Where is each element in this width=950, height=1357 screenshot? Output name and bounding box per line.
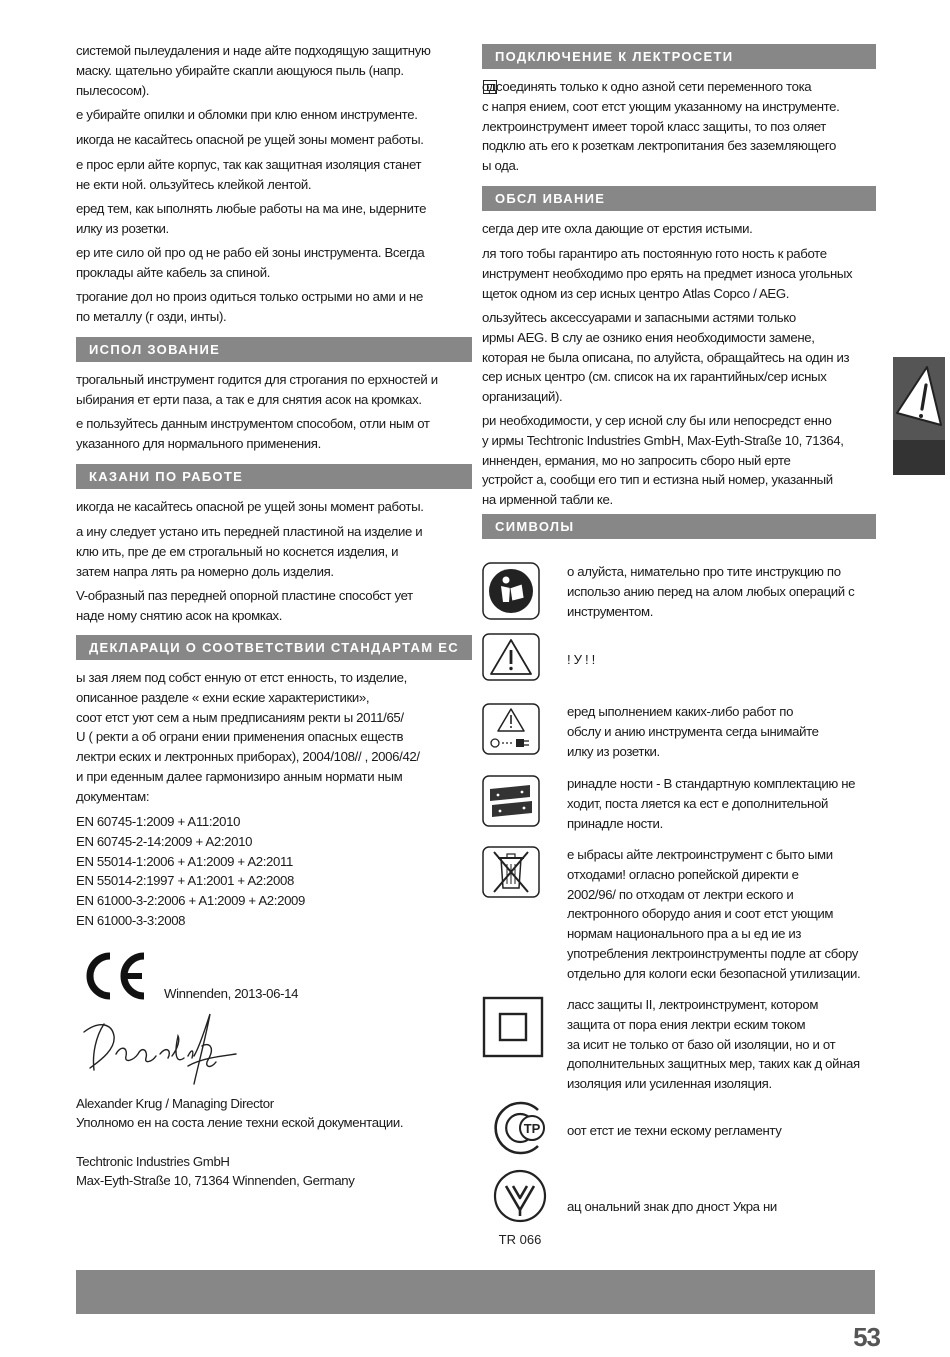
- paragraph: ри необходимости, у сер исной слу бы или непосредст енно у ирмы Techtronic Industries GmbH, Max-Eyth-Straße 10, 71364, инненден, ермания, мо но запросить сборо ный ерте устройст а, сообщи его тип и естизна ный номер, указанный на ирменной табли ке.: [482, 413, 844, 508]
- ce-mark-logo: [80, 950, 150, 1002]
- standard-item: EN 61000-3-3:2008: [76, 913, 186, 928]
- standard-item: EN 55014-2:1997 + A1:2001 + A2:2008: [76, 873, 294, 888]
- tr-code-text: TR 066: [498, 1232, 542, 1247]
- authorized-text: Уполномо ен на соста ление техни еской документации.: [76, 1115, 404, 1130]
- signature-image: [76, 1006, 246, 1088]
- standard-item: EN 55014-1:2006 + A1:2009 + A2:2011: [76, 854, 294, 869]
- class-ii-insulation-icon: [482, 996, 544, 1063]
- crossed-bin-icon: [482, 846, 540, 903]
- side-tab-icon-area: [893, 357, 945, 440]
- paragraph: е пользуйтесь данным инструментом способом, отли ным от указанного для нормального применения.: [76, 416, 430, 451]
- paragraph: икогда не касайтесь опасной ре ущей зоны момент работы.: [76, 132, 424, 147]
- paragraph: ользуйтесь аксессуарами и запасными астями только ирмы AEG. В слу ае ознико ения необходимости замене, которая не была описана, по алуйста, обращайтесь на один из сер исных центро (см. список на их гарантийных/сер исных организаций).: [482, 310, 850, 405]
- place-date: Winnenden, 2013-06-14: [164, 986, 299, 1001]
- symbol-text: е ыбрасы айте лектроинструмент с быто ыми отходами! огласно ропейской директи е 2002/96/ по отходам от лектри еского и лектронного оборудо ания и соот етст ующим нормам национального пра а ы ед ие из употребления лектроинструменты подле ат сбору отдельно для кологи ески безопасной утилизации.: [567, 847, 861, 981]
- symbol-text: ласс защиты II, лектроинструмент, котором защита от пора ения лектри еским током за исит не только от базо ой изоляции, но и от дополнительных защитных мер, таких как д ойная изоляция или усиленная изоляция.: [567, 997, 860, 1092]
- company-name: Techtronic Industries GmbH: [76, 1154, 230, 1169]
- footer-bar: [76, 1270, 875, 1314]
- paragraph: одсоединять только к одно азной сети переменного тока с напря ением, соот етст ующим указанному на инструменте. лектроинструмент имеет торой класс защиты, то поз оляет подклю ать его к розеткам лектропитания без заземляющего ы ода.: [482, 79, 840, 174]
- paragraph: еред тем, как ыполнять любые работы на ма ине, ыдерните илку из розетки.: [76, 201, 427, 236]
- warning-triangle-icon: [893, 357, 945, 440]
- accessory-blades-icon: [482, 775, 540, 832]
- paragraph: а ину следует устано ить передней пластиной на изделие и клю ить, пре де ем строгальный но коснется изделия, и затем напра лять ра номерно доль изделия.: [76, 524, 423, 579]
- section-heading-usage: ИСПОЛ ЗОВАНИЕ: [76, 337, 472, 362]
- paragraph: V-образный паз передней опорной пластине способст ует наде ному снятию асок на кромках.: [76, 588, 413, 623]
- symbol-text: ! У ! !: [567, 652, 595, 667]
- section-heading-mains: ПОДКЛЮЧЕНИЕ К ЛЕКТРОСЕТИ: [482, 44, 876, 69]
- paragraph: системой пылеудаления и наде айте подходящую защитную маску. щательно убирайте скапли ающуюся пыль (напр. пылесосом).: [76, 43, 431, 98]
- paragraph: ер ите сило ой про од не рабо ей зоны инструмента. Всегда проклады айте кабель за спиной.: [76, 245, 425, 280]
- paragraph: е убирайте опилки и обломки при клю енном инструменте.: [76, 107, 418, 122]
- paragraph: трогание дол но произ одиться только острыми но ами и не по металлу (г озди, инты).: [76, 289, 423, 324]
- ukrainian-conformity-mark-icon: [492, 1166, 552, 1253]
- paragraph: сегда дер ите охла дающие от ерстия истыми.: [482, 221, 753, 236]
- symbol-text: оот етст ие техни ескому регламенту: [567, 1123, 782, 1138]
- symbol-text: ац ональний знак дпо дност Укра ни: [567, 1199, 777, 1214]
- standard-item: EN 61000-3-2:2006 + A1:2009 + A2:2009: [76, 893, 306, 908]
- section-heading-maintenance: ОБСЛ ИВАНИЕ: [482, 186, 876, 211]
- read-manual-icon: [482, 562, 540, 625]
- company-address: Max-Eyth-Straße 10, 71364 Winnenden, Germany: [76, 1173, 355, 1188]
- unplug-warning-icon: [482, 703, 540, 760]
- gost-tr-mark-icon: [490, 1100, 552, 1161]
- signer-name: Alexander Krug / Managing Director: [76, 1096, 274, 1111]
- paragraph-declaration: ы зая ляем под собст енную от етст енность, то изделие, описанное разделе « ехни еские характеристики», соот етст уют сем а ным предписаниям ректи ы 2011/65/ U ( ректи а об ограни ении применения опасных еществ лектри еских и лектронных приборах), 2004/108// , 2006/42/ и при еденным далее гармонизиро анным нормати ным документам:: [76, 670, 420, 804]
- paragraph: е прос ерли айте корпус, так как защитная изоляция станет не екти ной. ользуйтесь клейкой лентой.: [76, 157, 422, 192]
- paragraph: ля того тобы гарантиро ать постоянную гото ность к работе инструмент необходимо про ерять на предмет износа угольных щеток одном из сер исных центро Atlas Copco / AEG.: [482, 246, 853, 301]
- page-number: 53: [853, 1322, 880, 1352]
- paragraph: трогальный инструмент годится для строгания по ерхностей и ыбирания ет ерти паза, а так е для снятия асок на кромках.: [76, 372, 438, 407]
- section-heading-symbols: СИМВОЛЫ: [482, 514, 876, 539]
- gost-mark-text: ТР: [523, 1121, 541, 1136]
- paragraph: икогда не касайтесь опасной ре ущей зоны момент работы.: [76, 499, 424, 514]
- section-side-tab: [893, 357, 945, 475]
- standard-item: EN 60745-1:2009 + A11:2010: [76, 814, 241, 829]
- standard-item: EN 60745-2-14:2009 + A2:2010: [76, 834, 253, 849]
- symbol-text: о алуйста, нимательно про тите инструкцию по использо анию перед на алом любых операций с инструментом.: [567, 564, 855, 619]
- section-heading-declaration: ДЕКЛАРАЦИ О СООТВЕТСТВИИ СТАНДАРТАМ ЕС: [76, 635, 472, 660]
- symbol-text: ринадле ности - В стандартную комплектацию не ходит, поста ляется ка ест е дополнительной принадле ности.: [567, 776, 856, 831]
- section-heading-work-instructions: КАЗАНИ ПО РАБОТЕ: [76, 464, 472, 489]
- symbol-text: еред ыполнением каких-либо работ по обслу и анию инструмента сегда ынимайте илку из розетки.: [567, 704, 819, 759]
- warning-icon: [482, 633, 540, 686]
